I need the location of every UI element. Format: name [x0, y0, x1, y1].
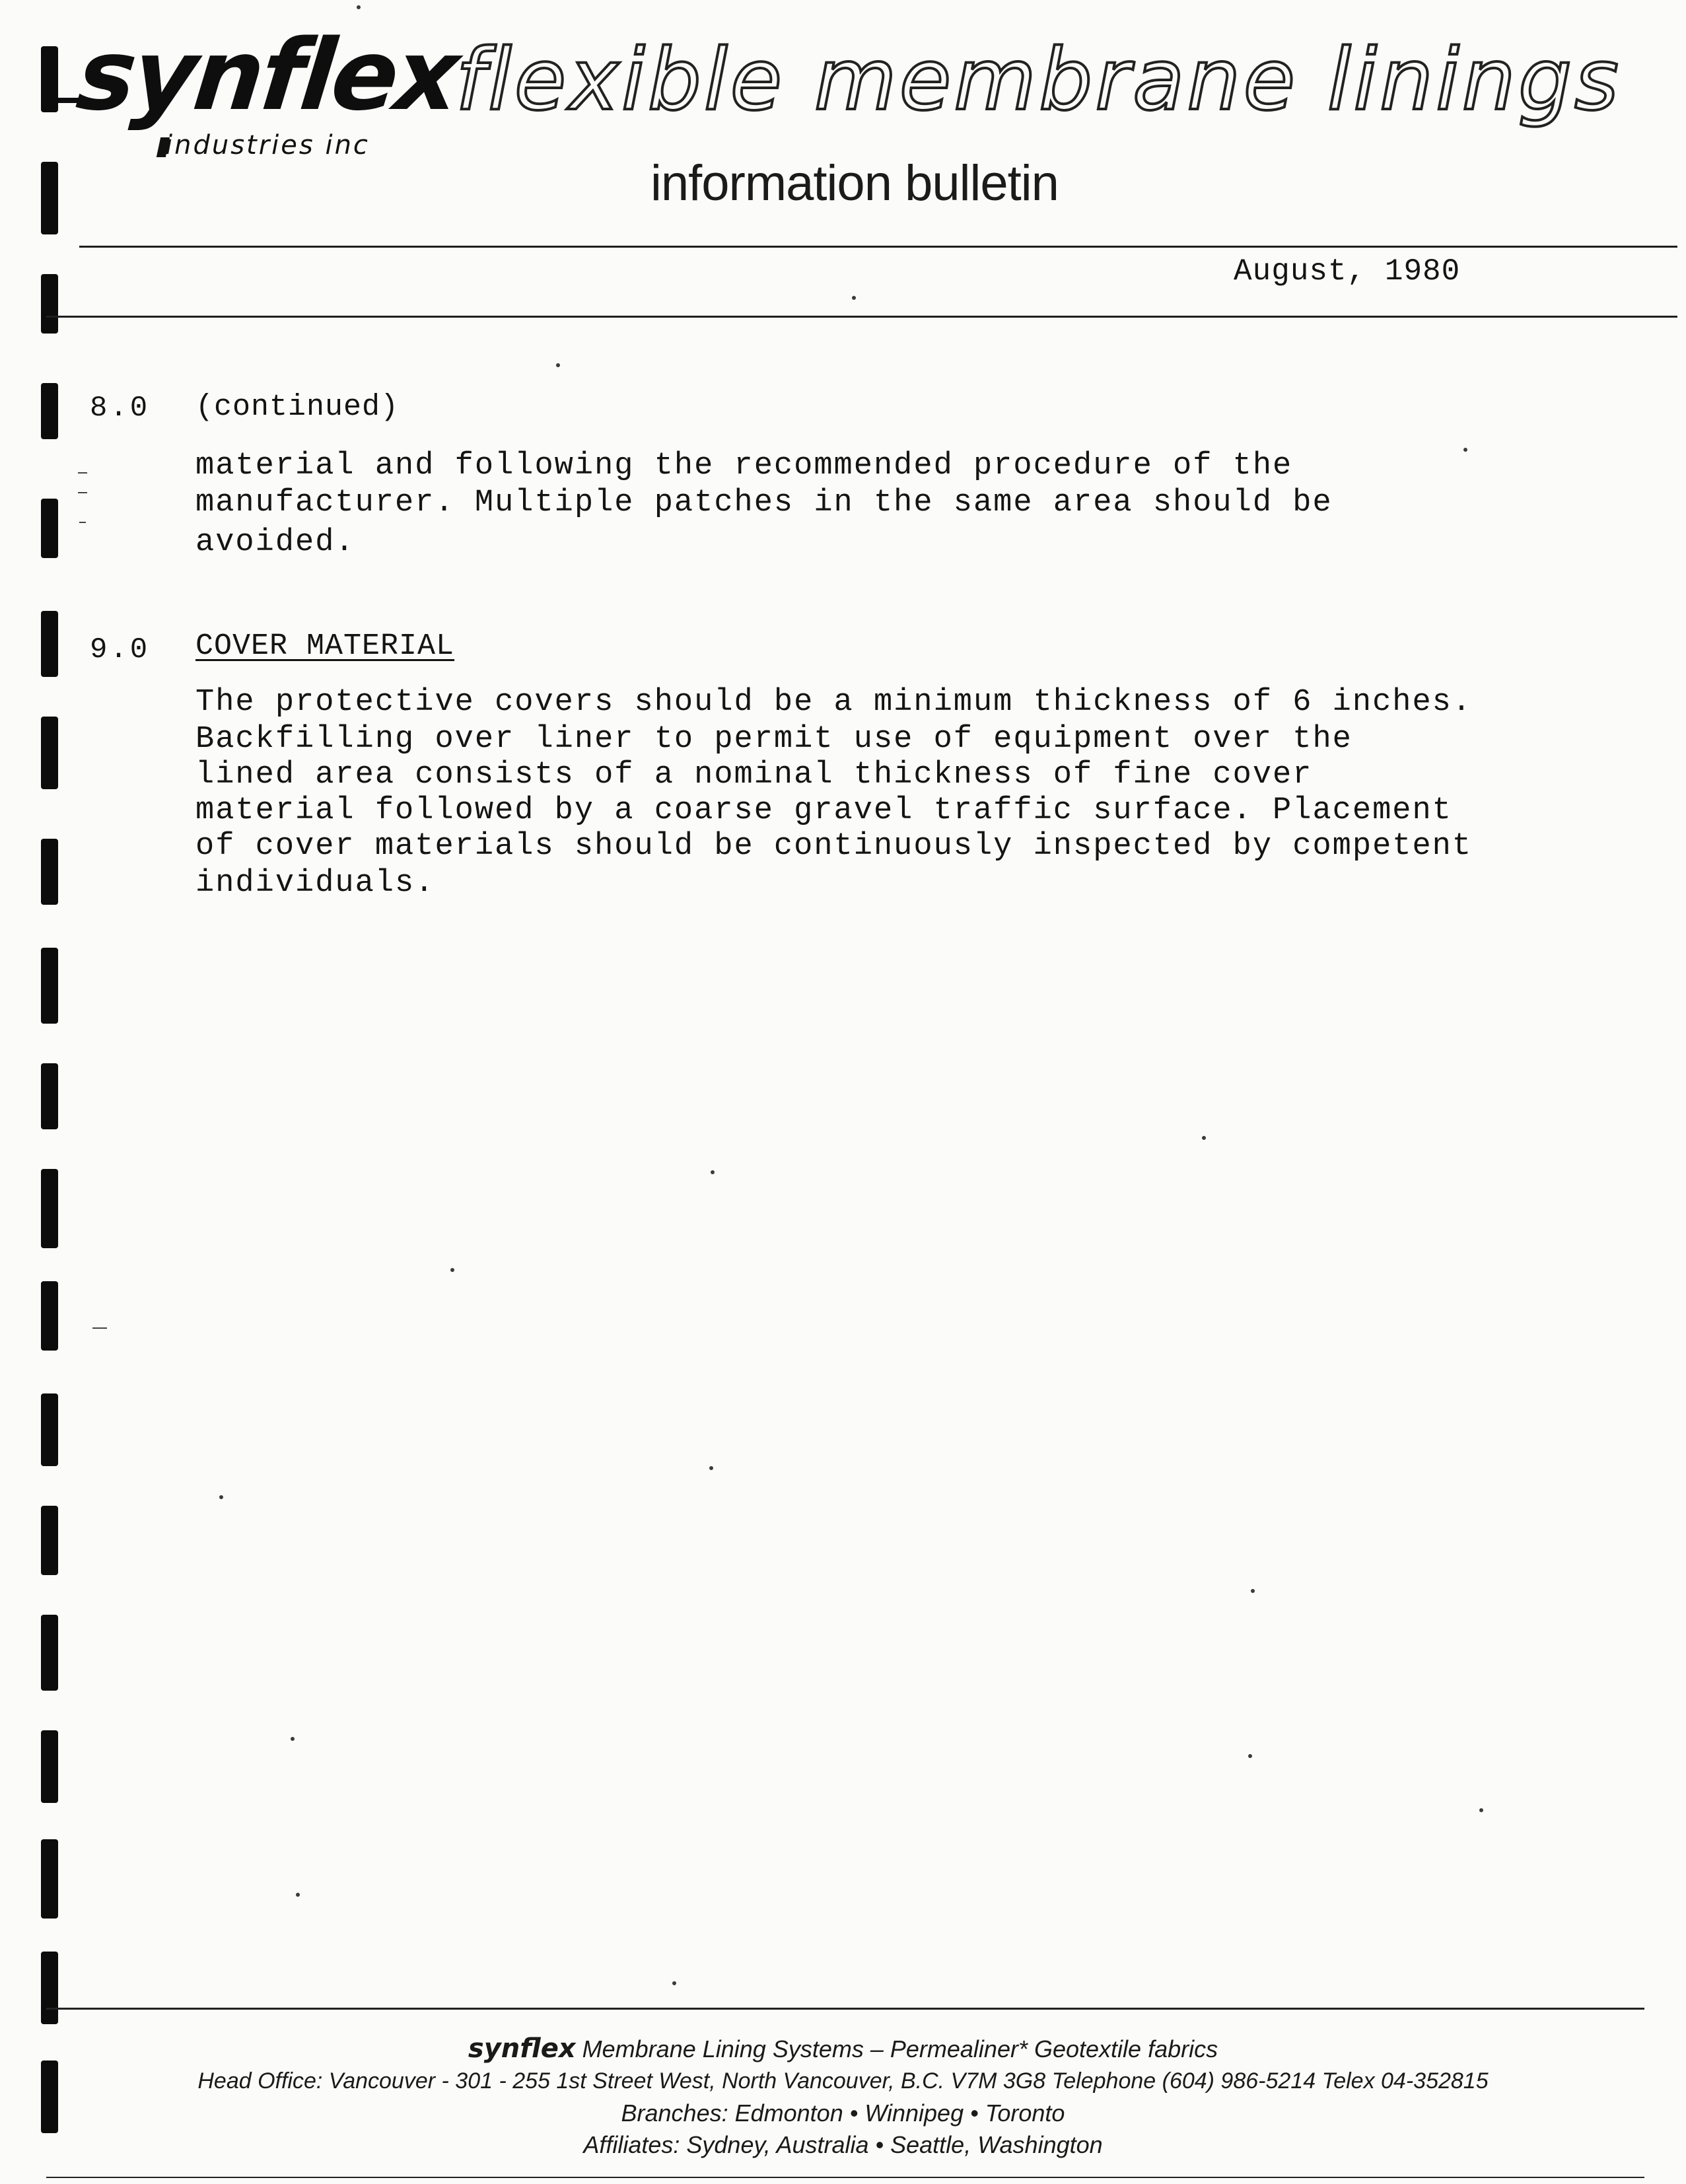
footer-products: Membrane Lining Systems – Permealiner* Geotextile fabrics	[575, 2035, 1218, 2062]
binder-hole	[41, 717, 58, 789]
binder-hole	[41, 1952, 58, 2024]
binder-hole	[41, 1615, 58, 1691]
bulletin-title: information bulletin	[650, 155, 1059, 211]
binder-hole	[41, 162, 58, 234]
company-logo: synflex	[71, 18, 462, 132]
scan-speck	[1463, 448, 1467, 452]
scan-speck	[1479, 1808, 1483, 1812]
footer-products-line	[0, 2035, 1686, 2062]
binder-hole	[41, 1730, 58, 1803]
paragraph-line: individuals.	[195, 866, 435, 901]
footer-head-office: Head Office: Vancouver - 301 - 255 1st Street West, North Vancouver, B.C. V7M 3G8 Telephone (604) 986-5214 Telex 04-352815	[197, 2068, 1489, 2094]
binder-hole	[41, 274, 58, 334]
binder-hole	[41, 948, 58, 1024]
scan-speck	[291, 1737, 295, 1741]
margin-mark	[78, 472, 87, 474]
binder-hole	[41, 1506, 58, 1575]
scan-speck	[1202, 1136, 1206, 1140]
paragraph-line: The protective covers should be a minimum thickness of 6 inches.	[195, 685, 1473, 720]
paragraph-line: material and following the recommended procedure of the	[195, 448, 1293, 483]
binder-hole	[41, 1063, 58, 1129]
section-number: 9.0	[90, 633, 151, 666]
binder-hole	[41, 1839, 58, 1919]
paragraph-line: material followed by a coarse gravel traffic surface. Placement	[195, 793, 1452, 828]
scan-speck	[1248, 1754, 1252, 1758]
scan-speck	[711, 1170, 715, 1174]
binder-hole	[41, 1281, 58, 1351]
scan-speck	[219, 1495, 223, 1499]
header-rule-bottom	[46, 316, 1677, 318]
binder-hole	[41, 839, 58, 905]
scan-speck	[357, 5, 361, 9]
paragraph-line: of cover materials should be continuously inspected by competent	[195, 829, 1473, 864]
margin-mark	[92, 1327, 107, 1329]
binder-hole	[41, 499, 58, 558]
scan-speck	[296, 1893, 300, 1897]
section-heading: COVER MATERIAL	[195, 629, 455, 663]
footer-rule	[46, 2008, 1644, 2010]
scan-speck	[709, 1466, 713, 1470]
company-logo-subtitle: industries inc	[165, 130, 370, 160]
scan-speck	[672, 1981, 676, 1985]
logo-tagline: flexible membrane linings	[456, 31, 1621, 129]
footer-brand: synflex	[468, 2033, 576, 2064]
footer-branches: Branches: Edmonton • Winnipeg • Toronto	[621, 2099, 1065, 2127]
margin-mark	[79, 522, 86, 523]
binder-hole	[41, 1169, 58, 1248]
paragraph-line: lined area consists of a nominal thickness of fine cover	[195, 757, 1313, 793]
binder-hole	[41, 611, 58, 677]
footer-affiliates: Affiliates: Sydney, Australia • Seattle, Washington	[583, 2131, 1103, 2158]
scan-speck	[450, 1268, 454, 1272]
binder-hole	[41, 383, 58, 439]
section-number: 8.0	[90, 392, 151, 425]
binder-hole	[41, 46, 58, 112]
margin-mark	[78, 492, 87, 493]
bulletin-date: August, 1980	[1234, 254, 1461, 289]
scan-speck	[1251, 1589, 1255, 1593]
header-rule-top	[79, 246, 1677, 248]
footer-rule-bottom	[46, 2177, 1644, 2178]
paragraph-line: manufacturer. Multiple patches in the same area should be	[195, 485, 1333, 520]
scan-speck	[556, 363, 560, 367]
section-heading: (continued)	[195, 390, 400, 424]
paragraph-line: Backfilling over liner to permit use of equipment over the	[195, 722, 1352, 757]
scan-speck	[852, 296, 856, 300]
binder-hole	[41, 1393, 58, 1466]
paragraph-line: avoided.	[195, 525, 355, 560]
